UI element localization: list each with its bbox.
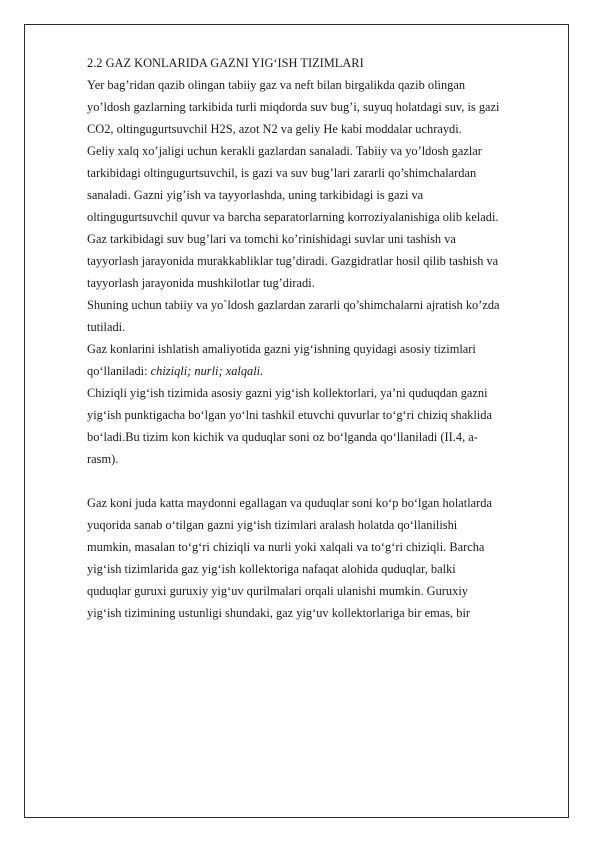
systems-prefix: qo‘llaniladi: — [87, 364, 151, 378]
systems-list: chiziqli; nurli; xalqali. — [150, 364, 264, 378]
text-line: Shuning uchun tabiiy va yo`ldosh gazlardan zararli qo’shimchalarni ajratish ko’zda — [87, 298, 500, 312]
systems-line — [87, 360, 553, 382]
text-line: CO2, oltingugurtsuvchil H2S, azot N2 va geliy He kabi moddalar uchraydi. — [87, 122, 462, 136]
text-line: sanaladi. Gazni yig’ish va tayyorlashda, uning tarkibidagi is gazi va — [87, 188, 424, 202]
paragraph-spacer — [87, 470, 553, 492]
text-line: mumkin, masalan to‘g‘ri chiziqli va nurli yoki xalqali va to‘g‘ri chiziqli. Barcha — [87, 540, 485, 554]
text-line: yo’ldosh gazlarning tarkibida turli miqdorda suv bug’i, suyuq holatdagi suv, is gazi — [87, 100, 500, 114]
text-line: Gaz tarkibidagi suv bug’lari va tomchi ko’rinishidagi suvlar uni tashish va — [87, 232, 456, 246]
text-line: tarkibidagi oltingugurtsuvchil, is gazi va suv bug’lari zararli qo’shimchalardan — [87, 166, 477, 180]
text-line: Gaz konlarini ishlatish amaliyotida gazni yig‘ishning quyidagi asosiy tizimlari — [87, 342, 476, 356]
text-line: Chiziqli yig‘ish tizimida asosiy gazni yig‘ish kollektorlari, ya’ni quduqdan gazni — [87, 386, 488, 400]
text-line: Geliy xalq xo’jaligi uchun kerakli gazlardan sanaladi. Tabiiy va yo’ldosh gazlar — [87, 144, 482, 158]
section-heading: 2.2 GAZ KONLARIDA GAZNI YIG‘ISH TIZIMLARI — [87, 56, 364, 70]
text-line: tayyorlash jarayonida murakkabliklar tug’diradi. Gazgidratlar hosil qilib tashish va — [87, 254, 499, 268]
text-line: Yer bag’ridan qazib olingan tabiiy gaz va neft bilan birgalikda qazib olingan — [87, 78, 466, 92]
text-line: yig‘ish tizimining ustunligi shundaki, gaz yig‘uv kollektorlariga bir emas, bir — [87, 606, 471, 620]
text-line: rasm). — [87, 452, 119, 466]
document-body — [87, 52, 553, 624]
text-line: bo‘ladi.Bu tizim kon kichik va quduqlar soni oz bo‘lganda qo‘llaniladi (II.4, a- — [87, 430, 478, 444]
text-line: yuqorida sanab o‘tilgan gazni yig‘ish tizimlari aralash holatda qo‘llanilishi — [87, 518, 458, 532]
text-line: tayyorlash jarayonida mushkilotlar tug’diradi. — [87, 276, 315, 290]
text-line: yig‘ish tizimlarida gaz yig‘ish kollektoriga nafaqat alohida quduqlar, balki — [87, 562, 456, 576]
text-line: Gaz koni juda katta maydonni egallagan va quduqlar soni ko‘p bo‘lgan holatlarda — [87, 496, 492, 510]
text-line: tutiladi. — [87, 320, 126, 334]
text-line: quduqlar guruxi guruxiy yig‘uv qurilmalari orqali ulanishi mumkin. Guruxiy — [87, 584, 468, 598]
text-line: oltingugurtsuvchil quvur va barcha separatorlarning korroziyalanishiga olib keladi. — [87, 210, 499, 224]
text-line: yig‘ish punktigacha bo‘lgan yo‘lni tashkil etuvchi quvurlar to‘g‘ri chiziq shaklida — [87, 408, 493, 422]
